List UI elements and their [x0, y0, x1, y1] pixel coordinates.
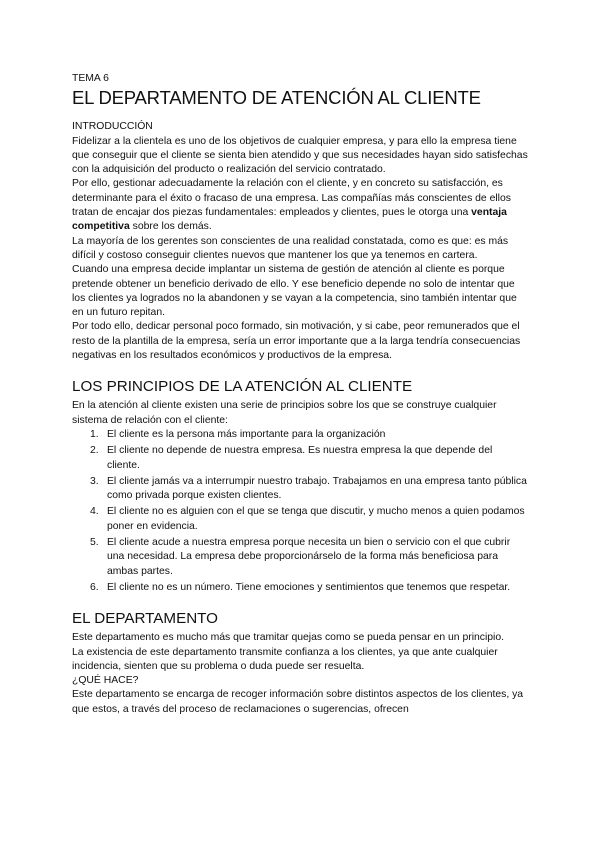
list-item	[72, 444, 528, 473]
intro-paragraph-2-end: sobre los demás.	[129, 221, 212, 233]
chapter-label: TEMA 6	[72, 73, 109, 84]
list-item	[72, 505, 528, 534]
intro-paragraph-5: Por todo ello, dedicar personal poco formado, sin motivación, y si cabe, peor remunerados que el resto de la plantilla de la empresa, sería un error importante que a la larga tendría consecuencias negativas en los resultados económicos y productivos de la empresa.	[72, 321, 521, 362]
intro-paragraph-2-text: Por ello, gestionar adecuadamente la relación con el cliente, y en concreto su satisfacción, es determinante para el éxito o fracaso de una empresa. Las compañías más conscientes de ellos tratan de encajar dos piezas fundamentales: empleados y clientes, pues le otorga una	[72, 178, 511, 219]
principles-list	[72, 428, 528, 595]
intro-paragraph-3: La mayoría de los gerentes son conscientes de una realidad constatada, como es que: es más difícil y costoso conseguir clientes nuevos que mantener los que ya tenemos en cartera.	[72, 235, 509, 261]
list-item	[72, 428, 528, 442]
list-item-number: 1.	[90, 428, 99, 440]
list-item-text: El cliente es la persona más importante para la organización	[107, 428, 386, 440]
list-item-number: 3.	[90, 475, 99, 487]
list-item-text: El cliente acude a nuestra empresa porque necesita un bien o servicio con el que cubrir una necesidad. La empresa debe proporcionárselo de la forma más beneficiosa para ambas partes.	[107, 537, 511, 577]
department-paragraph-2: La existencia de este departamento transmite confianza a los clientes, ya que ante cualquier incidencia, sienten que su problema o duda puede ser resuelta.	[72, 646, 498, 672]
principles-lead: En la atención al cliente existen una serie de principios sobre los que se construye cualquier sistema de relación con el cliente:	[72, 400, 497, 426]
page-title: EL DEPARTAMENTO DE ATENCIÓN AL CLIENTE	[72, 87, 481, 109]
list-item-number: 5.	[90, 537, 99, 549]
list-item	[72, 536, 528, 579]
list-item-number: 2.	[90, 445, 99, 457]
list-item-text: El cliente jamás va a interrumpir nuestro trabajo. Trabajamos en una empresa tanto pública como privada porque existen clientes.	[107, 475, 527, 502]
intro-heading: INTRODUCCIÓN	[72, 121, 153, 133]
intro-paragraph-4: Cuando una empresa decide implantar un sistema de gestión de atención al cliente es porque pretende obtener un beneficio derivado de ello. Y ese beneficio depende no solo de intentar que los clientes ya logrados no la abandonen y se vayan a la competencia, sino también intentar que en un futuro repitan.	[72, 264, 517, 319]
department-paragraph-3: Este departamento se encarga de recoger información sobre distintos aspectos de los clientes, ya que estos, a través del proceso de reclamaciones o sugerencias, ofrecen	[72, 689, 524, 715]
page-content	[72, 72, 528, 717]
list-item-text: El cliente no es un número. Tiene emociones y sentimientos que tenemos que respetar.	[107, 581, 511, 593]
list-item-number: 6.	[90, 581, 99, 593]
list-item-number: 4.	[90, 506, 99, 518]
list-item	[72, 581, 528, 595]
principles-heading: LOS PRINCIPIOS DE LA ATENCIÓN AL CLIENTE	[72, 378, 413, 396]
department-paragraph-1: Este departamento es mucho más que tramitar quejas como se pueda pensar en un principio.	[72, 632, 505, 644]
competitive-advantage-term: ventaja competitiva	[72, 207, 507, 233]
list-item-text: El cliente no depende de nuestra empresa. Es nuestra empresa la que depende del cliente.	[107, 445, 493, 471]
list-item-text: El cliente no es alguien con el que se tenga que discutir, y mucho menos a quien podamos poner en evidencia.	[107, 506, 525, 532]
list-item	[72, 475, 528, 504]
intro-paragraph-2	[72, 177, 528, 234]
intro-paragraph-1: Fidelizar a la clientela es uno de los objetivos de cualquier empresa, y para ello la empresa tiene que conseguir que el cliente se sienta bien atendido y que sus necesidades hayan sido satisfechas con la adquisición del producto o realización del servicio contratado.	[72, 135, 528, 176]
what-does-heading: ¿QUÉ HACE?	[72, 675, 139, 687]
department-heading: EL DEPARTAMENTO	[72, 610, 218, 628]
